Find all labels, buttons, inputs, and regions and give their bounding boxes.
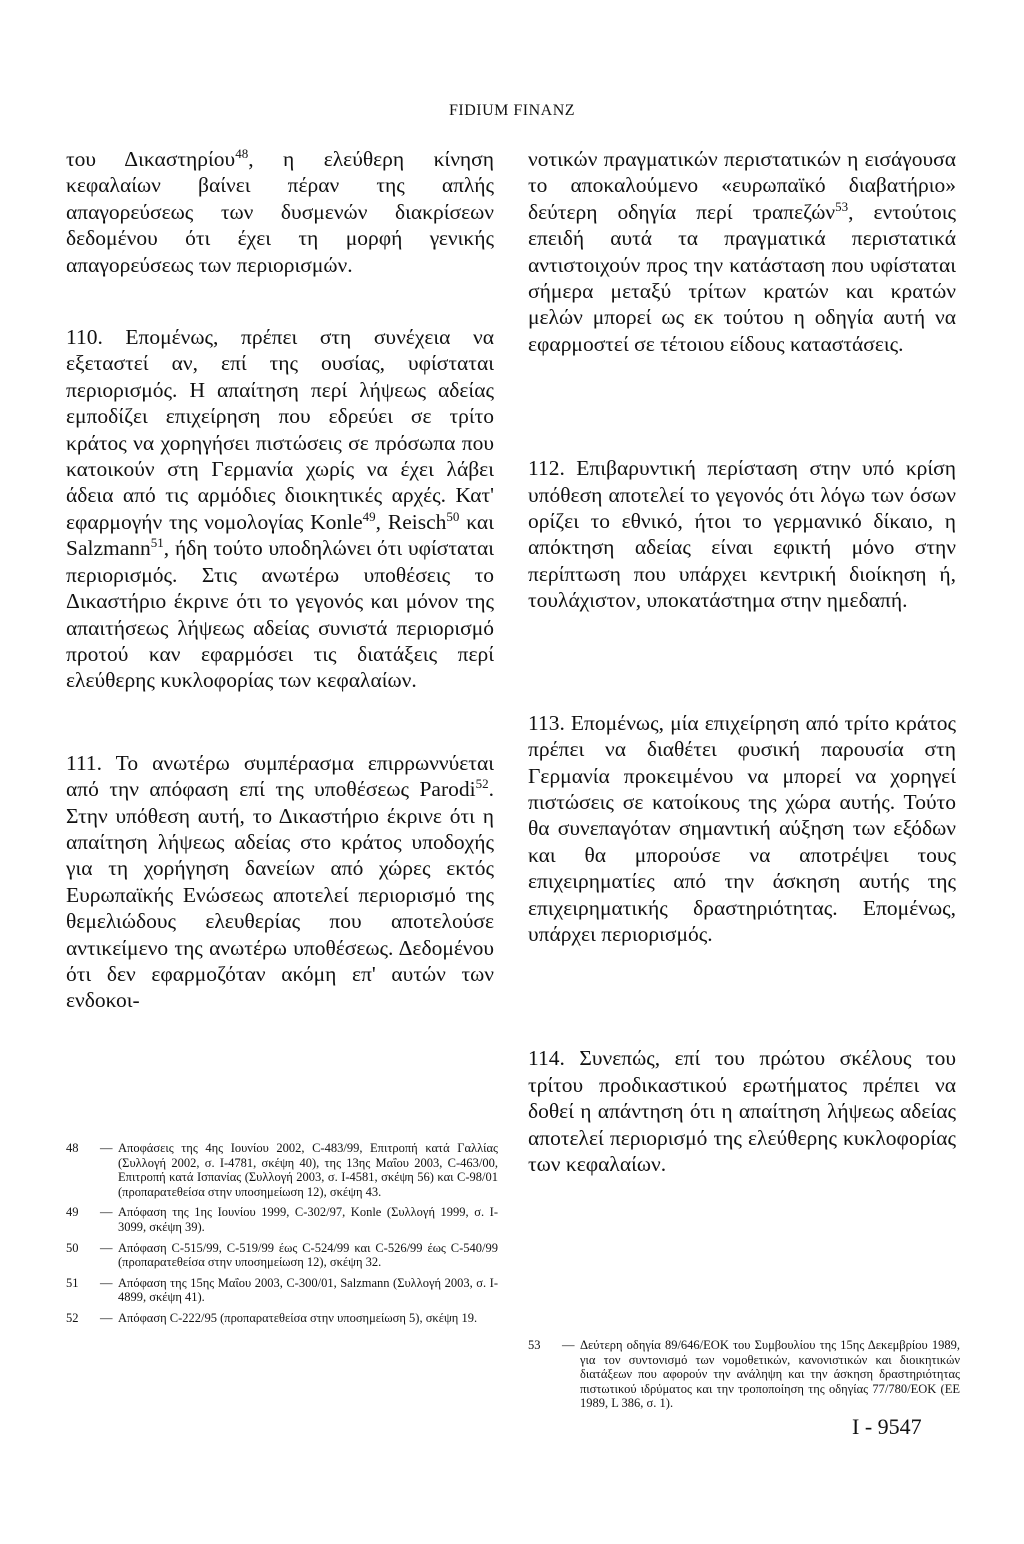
- paragraph-111: [66, 750, 494, 1014]
- text-run: , Reisch: [375, 509, 447, 534]
- footnote-dash: —: [100, 1141, 113, 1155]
- footnote-text: Απόφαση της 1ης Ιουνίου 1999, C-302/97, Konle (Συλλογή 1999, σ. I-3099, σκέψη 39).: [118, 1205, 498, 1234]
- paragraph-continuation-right: [528, 146, 956, 357]
- text-run: του Δικαστηρίου: [66, 147, 236, 171]
- footnote-text: Απόφαση C-515/99, C-519/99 έως C-524/99 και C-526/99 έως C-540/99 (προπαρατεθείσα στην υποσημείωση 12), σκέψη 32.: [118, 1240, 498, 1270]
- running-header: FIDIUM FINANZ: [448, 102, 576, 119]
- footnote-number: 49: [66, 1205, 79, 1220]
- footnote-ref-49[interactable]: 49: [362, 508, 376, 524]
- left-column: [66, 146, 494, 1014]
- footnote-ref-50[interactable]: 50: [446, 508, 460, 524]
- footnote-number: 48: [66, 1141, 79, 1155]
- paragraph-114: 114. Συνεπώς, επί του πρώτου σκέλους του τρίτου προδικαστικού ερωτήματος πρέπει να δοθεί η απάντηση ότι η απαίτηση λήψεως αδείας αποτελεί περιορισμό της ελεύθερης κυκλοφορίας των κεφαλαίων.: [528, 1046, 956, 1176]
- right-column: [528, 146, 956, 1177]
- footnote-text: Απόφαση C-222/95 (προπαρατεθείσα στην υποσημείωση 5), σκέψη 19.: [118, 1310, 478, 1325]
- footnote-text: Αποφάσεις της 4ης Ιουνίου 2002, C-483/99, Επιτροπή κατά Γαλλίας (Συλλογή 2002, σ. I-4781, σκέψη 40), της 13ης Μαΐου 2003, C-463/00, Επιτροπή κατά Ισπανίας (Συλλογή 2003, σ. I-4581, σκέψη 56) και C-98/01 (προπαρατεθείσα στην υποσημείωση 12), σκέψη 43.: [118, 1141, 498, 1199]
- text-run: . Στην υπόθεση αυτή, το Δικαστήριο έκρινε ότι η απαίτηση λήψεως αδείας στο κράτος υποδοχής για τη χορήγηση δανείων από χώρες εκτός Ευρωπαϊκής Ενώσεως αποτελεί περιορισμό της θεμελιώδους ελευθερίας που αποτελούσε αντικείμενο της ανωτέρω υποθέσεως. Δεδομένου ότι δεν εφαρμοζόταν ακόμη επ' αυτών των ενδοκοι-: [66, 777, 494, 1013]
- footnote-ref-53[interactable]: 53: [835, 198, 849, 214]
- paragraph-112: 112. Επιβαρυντική περίσταση στην υπό κρίση υπόθεση αποτελεί το γεγονός ότι λόγω των όσων ορίζει το εθνικό, ήτοι το γερμανικό δίκαιο, η απόκτηση αδείας είναι εφικτή μόνο στην περίπτωση που υπάρχει κεντρική διοίκηση ή, τουλάχιστον, υποκατάστημα στην ημεδαπή.: [528, 456, 956, 613]
- footnote-number: 53: [528, 1338, 541, 1352]
- footnote-53: [528, 1338, 960, 1411]
- text-run: και Salzmann: [66, 509, 494, 561]
- footnote-number: 52: [66, 1310, 79, 1325]
- footnote-51: [66, 1276, 498, 1305]
- footnote-ref-48[interactable]: 48: [235, 145, 249, 161]
- page-number: I - 9547: [852, 1414, 922, 1439]
- footnote-dash: —: [562, 1338, 575, 1352]
- footnote-dash: —: [100, 1240, 113, 1255]
- text-run: 111. Το ανωτέρω συμπέρασμα επιρρωννύεται από την απόφαση επί της υποθέσεως Parodi: [66, 750, 494, 802]
- footnote-49: [66, 1205, 498, 1234]
- text-run: , ήδη τούτο υποδηλώνει ότι υφίσταται περιορισμός. Στις ανωτέρω υποθέσεις το Δικαστήριο έκρινε ότι το γεγονός και μόνον της απαιτήσεως λήψεως αδείας συνιστά περιορισμό προτού καν εφαρμόσει τις διατάξεις περί ελεύθερης κυκλοφορίας των κεφαλαίων.: [66, 536, 494, 693]
- footnote-dash: —: [100, 1275, 113, 1290]
- paragraph-110: [66, 324, 494, 694]
- footnote-ref-51[interactable]: 51: [150, 535, 164, 551]
- text-run: , εντούτοις επειδή αυτά τα πραγματικά περιστατικά αντιστοιχούν προς την κατάσταση που υφίσταται σήμερα μεταξύ τρίτων κρατών και κρατών μελών μπορεί ως εκ τούτου η οδηγία αυτή να εφαρμοστεί σε τέτοιου είδους καταστάσεις.: [528, 199, 956, 356]
- text-run: νοτικών πραγματικών περιστατικών η εισάγουσα το αποκαλούμενο «ευρωπαϊκό διαβατήριο» δεύτερη οδηγία περί τραπεζών: [528, 147, 956, 224]
- footnote-number: 51: [66, 1275, 79, 1290]
- text-run: , η ελεύθερη κίνηση κεφαλαίων βαίνει πέραν της απλής απαγορεύσεως των δυσμενών διακρίσεων δεδομένου ότι έχει τη μορφή γενικής απαγορεύσεως των περιορισμών.: [66, 147, 494, 277]
- paragraph-113: 113. Επομένως, μία επιχείρηση από τρίτο κράτος πρέπει να διαθέτει φυσική παρουσία στη Γερμανία προκειμένου να μπορεί να χορηγεί πιστώσεις σε κατοίκους της χώρα αυτής. Τούτο θα συνεπαγόταν σημαντική αύξηση των εξόδων και θα μπορούσε να αποτρέψει τους επιχειρηματίες από την άσκηση αυτής της επιχειρηματικής δραστηριότητας. Επομένως, υπάρχει περιορισμός.: [528, 710, 956, 946]
- footnote-48: [66, 1141, 498, 1199]
- footnote-dash: —: [100, 1205, 113, 1220]
- footnote-50: [66, 1241, 498, 1270]
- footnote-52: [66, 1311, 498, 1326]
- footnote-ref-52[interactable]: 52: [475, 775, 489, 791]
- text-run: 110. Επομένως, πρέπει στη συνέχεια να εξεταστεί αν, επί της ουσίας, υφίσταται περιορισμός. Η απαίτηση περί λήψεως αδείας εμποδίζει επιχείρηση που εδρεύει σε τρίτο κράτος να χορηγήσει πιστώσεις σε πρόσωπα που κατοικούν στη Γερμανία χωρίς να έχει λάβει άδεια από τις αρμόδιες διοικητικές αρχές. Κατ' εφαρμογήν της νομολογίας Konle: [66, 325, 494, 534]
- footnote-dash: —: [100, 1310, 113, 1325]
- footnote-number: 50: [66, 1240, 79, 1255]
- footnotes-left: [66, 1141, 498, 1332]
- footnote-text: Απόφαση της 15ης Μαΐου 2003, C-300/01, Salzmann (Συλλογή 2003, σ. I-4899, σκέψη 41).: [118, 1275, 498, 1305]
- footnote-text: Δεύτερη οδηγία 89/646/ΕΟΚ του Συμβουλίου της 15ης Δεκεμβρίου 1989, για τον συντονισμό των νομοθετικών, κανονιστικών και διοικητικών διατάξεων που αφορούν την ανάληψη και την άσκηση δραστηριότητας πιστωτικού ιδρύματος και την τροποποίηση της οδηγίας 77/780/ΕΟΚ (ΕΕ 1989, L 386, σ. 1).: [580, 1338, 960, 1411]
- footnotes-right: [528, 1338, 960, 1417]
- paragraph-continuation: [66, 146, 494, 278]
